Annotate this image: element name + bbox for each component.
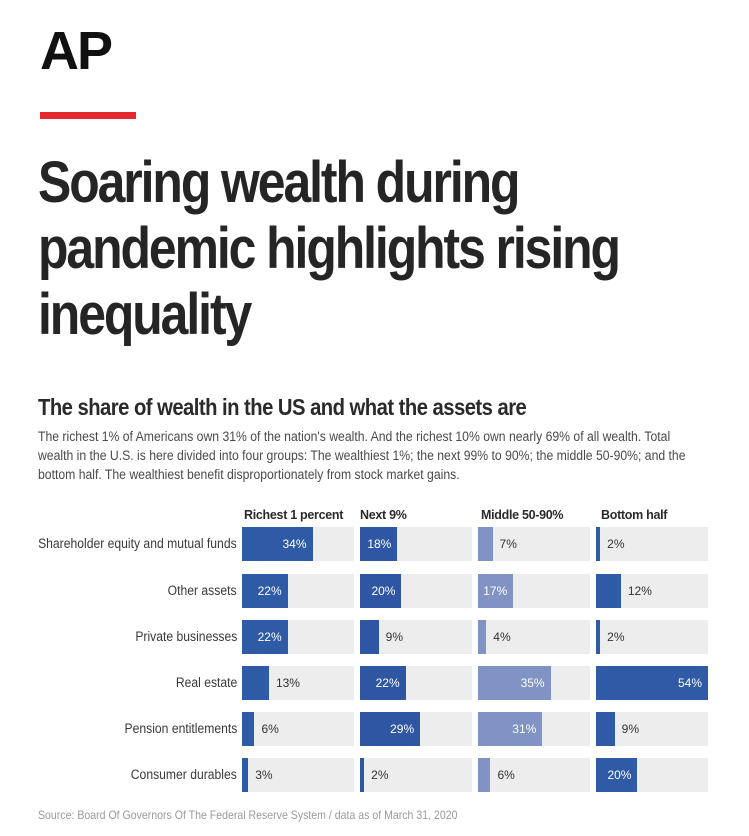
data-label: 3% bbox=[255, 768, 273, 782]
bar-track bbox=[242, 712, 354, 746]
data-label: 9% bbox=[385, 630, 403, 644]
bar-track bbox=[478, 712, 590, 746]
row-label-private-businesses: Private businesses bbox=[135, 629, 237, 644]
bar-track bbox=[242, 666, 354, 700]
data-label: 2% bbox=[607, 630, 625, 644]
column-header-next-9: Next 9% bbox=[360, 508, 407, 522]
data-label: 31% bbox=[512, 722, 537, 736]
chart-description: The richest 1% of Americans own 31% of the nation's wealth. And the richest 10% own nearly 69% of all wealth. Total wealth in the U.S. is here divided into four groups: The wealthiest 1%; the next 99% to 90%; the middle 50-90%; and the bottom half. The wealthiest benefit disproportionately from stock market gains. bbox=[38, 429, 686, 483]
column-header-richest-1-percent: Richest 1 percent bbox=[244, 508, 344, 522]
bar-track bbox=[478, 527, 590, 561]
data-label: 12% bbox=[627, 584, 652, 598]
data-label: 18% bbox=[367, 537, 392, 551]
data-label: 20% bbox=[607, 768, 632, 782]
bar-bottom-half-pension-entitlements bbox=[596, 712, 615, 746]
bar-middle-50-90-consumer-durables bbox=[478, 758, 490, 792]
bar-richest-1-percent-real-estate bbox=[242, 666, 269, 700]
row-label-pension-entitlements: Pension entitlements bbox=[124, 721, 237, 736]
bar-track bbox=[596, 712, 708, 746]
data-label: 22% bbox=[375, 676, 400, 690]
data-label: 29% bbox=[390, 722, 415, 736]
bar-next-9-consumer-durables bbox=[360, 758, 364, 792]
bar-track bbox=[478, 620, 590, 654]
data-label: 9% bbox=[621, 722, 639, 736]
data-label: 22% bbox=[257, 630, 282, 644]
bar-track bbox=[596, 527, 708, 561]
bar-track bbox=[242, 758, 354, 792]
headline: Soaring wealth during pandemic highlights rising inequality bbox=[38, 150, 619, 347]
bar-track bbox=[478, 758, 590, 792]
row-label-real-estate: Real estate bbox=[175, 675, 237, 690]
bar-track bbox=[242, 527, 354, 561]
data-label: 20% bbox=[371, 584, 396, 598]
data-label: 34% bbox=[282, 537, 307, 551]
bar-track bbox=[360, 574, 472, 608]
data-label: 13% bbox=[275, 676, 300, 690]
source-note: Source: Board Of Governors Of The Federal Reserve System / data as of March 31, 2020 bbox=[38, 808, 458, 822]
data-label: 6% bbox=[261, 722, 279, 736]
bar-middle-50-90-private-businesses bbox=[478, 620, 486, 654]
data-label: 54% bbox=[677, 676, 702, 690]
bar-track bbox=[596, 620, 708, 654]
bar-richest-1-percent-consumer-durables bbox=[242, 758, 248, 792]
bar-track bbox=[596, 666, 708, 700]
bar-middle-50-90-shareholder-equity-and-mutual-funds bbox=[478, 527, 493, 561]
column-header-bottom-half: Bottom half bbox=[601, 508, 668, 522]
bar-next-9-private-businesses bbox=[360, 620, 379, 654]
row-label-consumer-durables: Consumer durables bbox=[130, 767, 237, 782]
data-label: 17% bbox=[483, 584, 508, 598]
data-label: 2% bbox=[607, 537, 625, 551]
bar-track bbox=[360, 758, 472, 792]
bar-track bbox=[242, 620, 354, 654]
row-label-other-assets: Other assets bbox=[168, 583, 237, 598]
column-header-middle-50-90: Middle 50-90% bbox=[481, 508, 564, 522]
data-label: 2% bbox=[371, 768, 389, 782]
data-label: 35% bbox=[520, 676, 545, 690]
ap-logo: AP bbox=[40, 21, 112, 81]
chart-subhead: The share of wealth in the US and what the assets are bbox=[38, 394, 527, 420]
data-label: 7% bbox=[499, 537, 517, 551]
bar-bottom-half-shareholder-equity-and-mutual-funds bbox=[596, 527, 600, 561]
bar-track bbox=[478, 666, 590, 700]
bar-track bbox=[360, 666, 472, 700]
bar-bottom-half-other-assets bbox=[596, 574, 621, 608]
bar-track bbox=[242, 574, 354, 608]
bar-track bbox=[596, 758, 708, 792]
bar-track bbox=[478, 574, 590, 608]
bar-track bbox=[360, 620, 472, 654]
row-label-shareholder-equity-and-mutual-funds: Shareholder equity and mutual funds bbox=[38, 536, 237, 551]
logo-accent-bar bbox=[40, 112, 136, 119]
bar-bottom-half-private-businesses bbox=[596, 620, 600, 654]
data-label: 4% bbox=[493, 630, 511, 644]
data-label: 6% bbox=[497, 768, 515, 782]
data-label: 22% bbox=[257, 584, 282, 598]
bar-richest-1-percent-pension-entitlements bbox=[242, 712, 254, 746]
bar-track bbox=[360, 712, 472, 746]
bar-track bbox=[596, 574, 708, 608]
bar-track bbox=[360, 527, 472, 561]
